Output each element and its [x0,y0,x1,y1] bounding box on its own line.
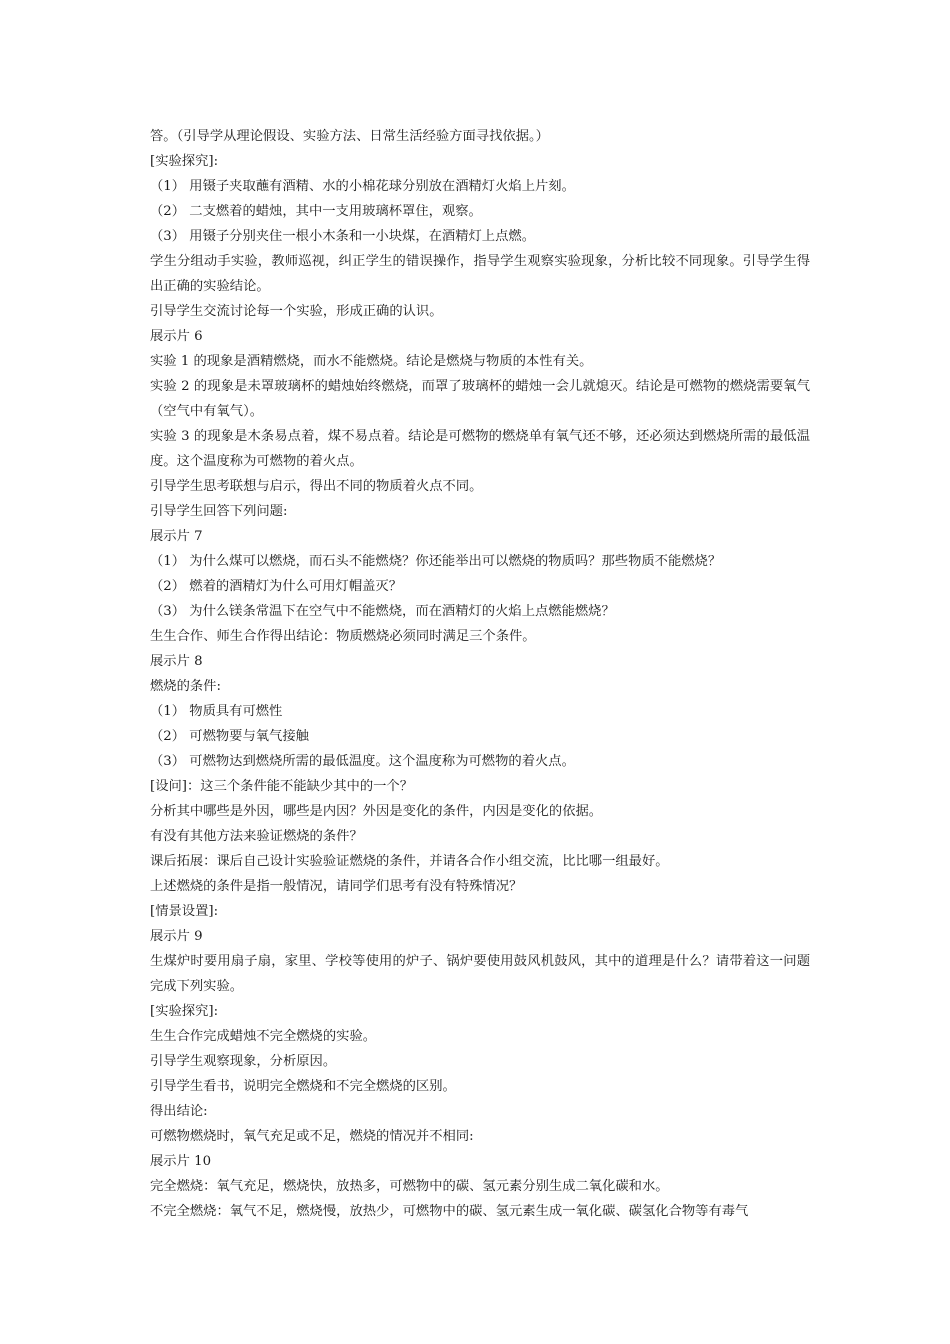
paragraph-questions-intro: 引导学生回答下列问题: [150,504,288,519]
paragraph-incomplete-combustion: 不完全燃烧：氧气不足，燃烧慢，放热少，可燃物中的碳、氢元素生成一氧化碳、碳氢化合物等有毒气 [150,1204,749,1219]
list-item-experiment-3: （3） 用镊子分别夹住一根小木条和一小块煤，在酒精灯上点燃。 [150,229,535,244]
slide-label-8: 展示片 8 [150,654,203,669]
list-item-question-1: （1） 为什么煤可以燃烧，而石头不能燃烧？你还能举出可以燃烧的物质吗？那些物质不能燃烧？ [150,554,722,569]
list-item-experiment-1: （1） 用镊子夹取蘸有酒精、水的小棉花球分别放在酒精灯火焰上片刻。 [150,179,575,194]
slide-label-6: 展示片 6 [150,329,203,344]
heading-draw-conclusion: 得出结论: [150,1104,208,1119]
heading-experiment-explore-2: [实验探究]: [150,1004,219,1019]
paragraph-conclusion-three-conditions: 生生合作、师生合作得出结论：物质燃烧必须同时满足三个条件。 [150,629,536,644]
slide-label-7: 展示片 7 [150,529,203,544]
paragraph-stove-scenario: 生煤炉时要用扇子扇，家里、学校等使用的炉子、锅炉要使用鼓风机鼓风，其中的道理是什么？请带着这一问题完成下列实验。 [150,954,810,994]
heading-experiment-explore-1: [实验探究]: [150,154,219,169]
paragraph-other-methods: 有没有其他方法来验证燃烧的条件？ [150,829,363,844]
paragraph-discussion: 引导学生交流讨论每一个实验，形成正确的认识。 [150,304,443,319]
list-item-question-3: （3） 为什么镁条常温下在空气中不能燃烧，而在酒精灯的火焰上点燃能燃烧？ [150,604,615,619]
document-body [150,124,810,1224]
paragraph-complete-combustion: 完全燃烧：氧气充足，燃烧快，放热多，可燃物中的碳、氢元素分别生成二氧化碳和水。 [150,1179,669,1194]
paragraph-question-prompt: [设问]：这三个条件能不能缺少其中的一个？ [150,779,414,794]
paragraph-special-cases: 上述燃烧的条件是指一般情况，请同学们思考有没有特殊情况？ [150,879,523,894]
paragraph-read-book: 引导学生看书，说明完全燃烧和不完全燃烧的区别。 [150,1079,456,1094]
paragraph-candle-experiment: 生生合作完成蜡烛不完全燃烧的实验。 [150,1029,377,1044]
heading-scenario-setting: [情景设置]: [150,904,219,919]
paragraph-ignition-point: 引导学生思考联想与启示，得出不同的物质着火点不同。 [150,479,483,494]
list-item-condition-2: （2） 可燃物要与氧气接触 [150,729,309,744]
paragraph-internal-external: 分析其中哪些是外因，哪些是内因？外因是变化的条件，内因是变化的依据。 [150,804,603,819]
heading-combustion-conditions: 燃烧的条件: [150,679,221,694]
slide-label-9: 展示片 9 [150,929,203,944]
paragraph-intro-answer: 答。（引导学从理论假设、实验方法、日常生活经验方面寻找依据。） [150,129,549,144]
slide-label-10: 展示片 10 [150,1154,212,1169]
paragraph-group-experiment: 学生分组动手实验，教师巡视，纠正学生的错误操作，指导学生观察实验现象，分析比较不同现象。引导学生得出正确的实验结论。 [150,254,810,294]
list-item-condition-3: （3） 可燃物达到燃烧所需的最低温度。这个温度称为可燃物的着火点。 [150,754,575,769]
paragraph-observe-analyze: 引导学生观察现象，分析原因。 [150,1054,337,1069]
paragraph-result-3: 实验 3 的现象是木条易点着，煤不易点着。结论是可燃物的燃烧单有氧气还不够，还必须达到燃烧所需的最低温度。这个温度称为可燃物的着火点。 [150,429,810,469]
list-item-condition-1: （1） 物质具有可燃性 [150,704,283,719]
paragraph-result-1: 实验 1 的现象是酒精燃烧，而水不能燃烧。结论是燃烧与物质的本性有关。 [150,354,593,369]
list-item-experiment-2: （2） 二支燃着的蜡烛，其中一支用玻璃杯罩住，观察。 [150,204,482,219]
paragraph-result-2: 实验 2 的现象是未罩玻璃杯的蜡烛始终燃烧，而罩了玻璃杯的蜡烛一会儿就熄灭。结论是可燃物的燃烧需要氧气（空气中有氧气）。 [150,379,810,419]
list-item-question-2: （2） 燃着的酒精灯为什么可用灯帽盖灭？ [150,579,403,594]
paragraph-oxygen-sufficiency: 可燃物燃烧时，氧气充足或不足，燃烧的情况并不相同: [150,1129,474,1144]
paragraph-homework-extension: 课后拓展：课后自己设计实验验证燃烧的条件，并请各合作小组交流，比比哪一组最好。 [150,854,669,869]
